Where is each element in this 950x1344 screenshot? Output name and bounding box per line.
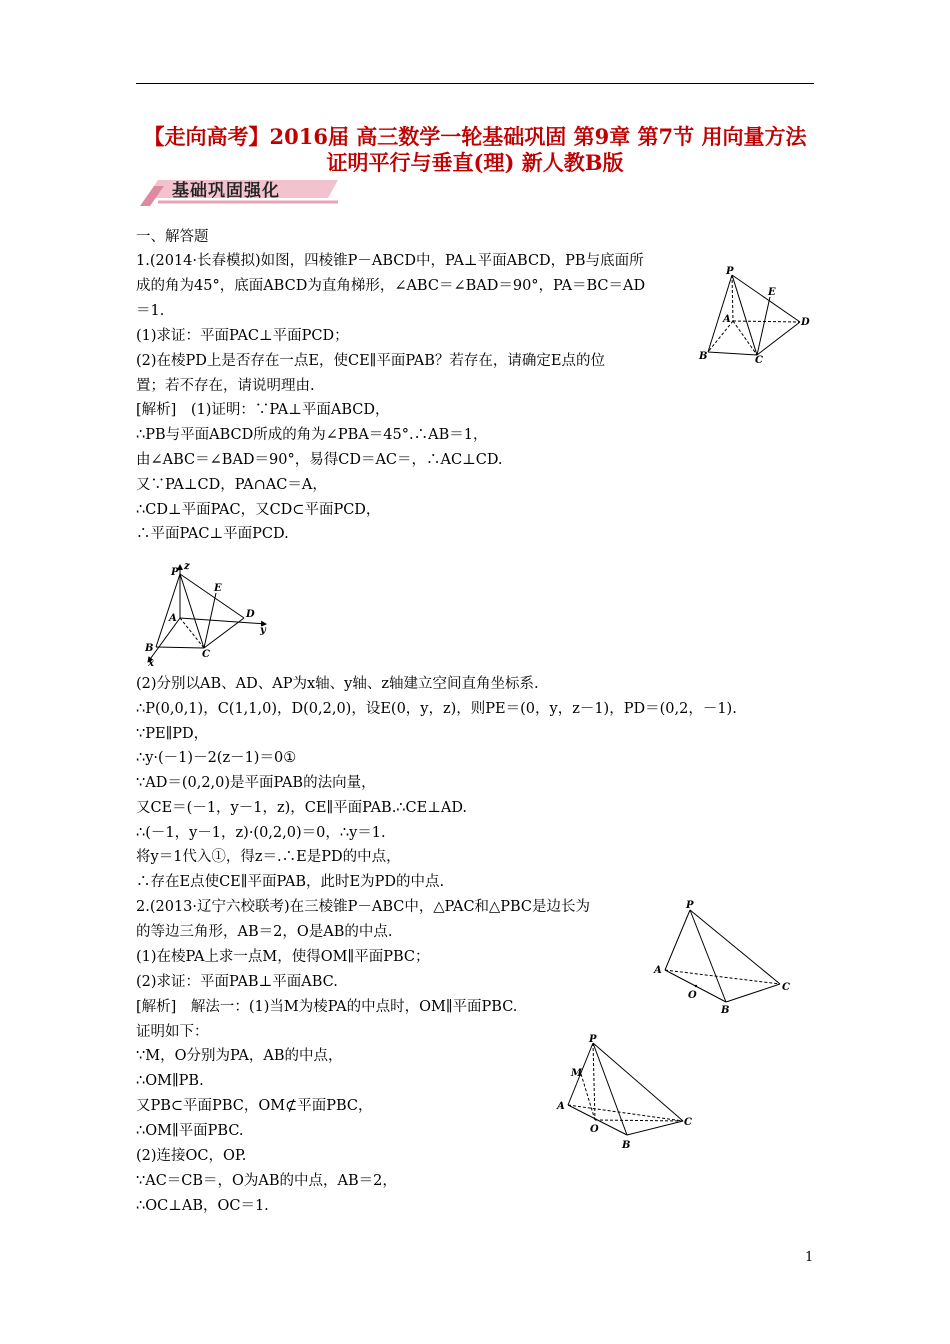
fig1-label-b: B	[699, 351, 708, 362]
text-line: (2)求证：平面PAB⊥平面ABC.	[136, 974, 338, 990]
text-line: (2)连接OC，OP.	[136, 1148, 247, 1164]
fig3-label-p: P	[686, 900, 694, 911]
page-number: 1	[805, 1250, 814, 1265]
text-line: 将y＝1代入①，得z＝.∴E是PD的中点，	[136, 849, 401, 865]
fig3-label-a: A	[654, 965, 662, 976]
text-line: 成的角为45°，底面ABCD为直角梯形，∠ABC＝∠BAD＝90°，PA＝BC＝AD	[136, 278, 646, 294]
text-line: 又PB⊂平面PBC，OM⊄平面PBC，	[136, 1098, 373, 1114]
document-title-line1: 【走向高考】2016届 高三数学一轮基础巩固 第9章 第7节 用向量方法	[143, 124, 807, 149]
fig4-label-c: C	[684, 1117, 692, 1128]
text-line: (2)在棱PD上是否存在一点E，使CE∥平面PAB？若存在，请确定E点的位	[136, 353, 606, 369]
text-line: 1.(2014·长春模拟)如图，四棱锥P－ABCD中，PA⊥平面ABCD，PB与底面所	[136, 253, 644, 269]
text-line: 证明如下：	[136, 1024, 209, 1040]
section-heading: 一、解答题	[136, 229, 209, 245]
text-line: ∴OC⊥AB，OC＝1.	[136, 1198, 269, 1214]
fig1-label-c: C	[755, 355, 763, 365]
fig2-label-a: A	[169, 613, 177, 624]
fig1-label-d: D	[801, 317, 810, 328]
text-line: (2)分别以AB、AD、AP为x轴、y轴、z轴建立空间直角坐标系.	[136, 676, 539, 692]
text-line: [解析] (1)证明：∵PA⊥平面ABCD，	[136, 402, 390, 418]
fig4-label-p: P	[589, 1034, 597, 1045]
text-line: 又CE＝(－1，y－1，z)，CE∥平面PAB.∴CE⊥AD.	[136, 800, 468, 816]
text-line: ∴CD⊥平面PAC，又CD⊂平面PCD，	[136, 502, 381, 518]
text-line: ∴PB与平面ABCD所成的角为∠PBA＝45°.∴AB＝1，	[136, 427, 488, 443]
text-line: (1)求证：平面PAC⊥平面PCD；	[136, 328, 349, 344]
fig1-label-a: A	[723, 314, 731, 325]
fig4-label-a: A	[557, 1101, 565, 1112]
text-line: ∴(－1，y－1，z)·(0,2,0)＝0，∴y＝1.	[136, 825, 386, 841]
fig2-label-z: z	[184, 561, 190, 572]
fig2-label-y: y	[260, 625, 266, 636]
text-line: ∴平面PAC⊥平面PCD.	[136, 526, 289, 542]
fig2-label-b: B	[145, 643, 154, 654]
fig2-label-x: x	[148, 658, 154, 669]
text-line: (1)在棱PA上求一点M，使得OM∥平面PBC；	[136, 949, 430, 965]
fig3-label-c: C	[782, 982, 790, 993]
fig4-label-m: M	[571, 1068, 583, 1079]
text-line: ＝1.	[136, 303, 165, 319]
pyramid-figure-1	[695, 265, 815, 365]
text-line: 置；若不存在，请说明理由.	[136, 378, 315, 394]
fig1-label-e: E	[768, 287, 776, 298]
fig2-label-d: D	[246, 609, 255, 620]
fig2-label-p: P	[171, 567, 179, 578]
fig2-label-e: E	[214, 583, 222, 594]
text-line: [解析] 解法一：(1)当M为棱PA的中点时，OM∥平面PBC.	[136, 999, 518, 1015]
text-line: 2.(2013·辽宁六校联考)在三棱锥P－ABC中，△PAC和△PBC是边长为	[136, 899, 590, 915]
header-rule	[136, 83, 814, 84]
fig2-label-c: C	[202, 649, 210, 660]
text-line: ∴存在E点使CE∥平面PAB，此时E为PD的中点.	[136, 874, 445, 890]
document-title-line2: 证明平行与垂直(理) 新人教B版	[326, 150, 624, 175]
text-line: ∴OM∥PB.	[136, 1073, 204, 1089]
text-line: ∵PE∥PD，	[136, 726, 209, 742]
text-line: ∴y·(－1)－2(z－1)＝0①	[136, 750, 297, 766]
text-line: 的等边三角形，AB＝2，O是AB的中点.	[136, 924, 393, 940]
fig4-label-b: B	[622, 1140, 631, 1151]
text-line: 又∵PA⊥CD，PA∩AC＝A，	[136, 477, 327, 493]
text-line: 由∠ABC＝∠BAD＝90°，易得CD＝AC＝，∴AC⊥CD.	[136, 452, 503, 468]
coordinate-pyramid-figure	[138, 560, 273, 670]
fig4-label-o: O	[590, 1124, 599, 1135]
fig3-label-o: O	[688, 990, 697, 1001]
triangular-pyramid-figure-2	[555, 1033, 695, 1151]
text-line: ∵M，O分别为PA，AB的中点，	[136, 1048, 343, 1064]
triangular-pyramid-figure-1	[650, 900, 795, 1015]
text-line: ∵AC＝CB＝，O为AB的中点，AB＝2，	[136, 1173, 397, 1189]
text-line: ∴OM∥平面PBC.	[136, 1123, 244, 1139]
text-line: ∵AD＝(0,2,0)是平面PAB的法向量，	[136, 775, 376, 791]
fig3-label-b: B	[721, 1005, 730, 1015]
section-banner-label: 基础巩固强化	[172, 181, 280, 201]
text-line: ∴P(0,0,1)，C(1,1,0)，D(0,2,0)，设E(0，y，z)，则PE＝(0，y，z－1)，PD＝(0,2，－1).	[136, 701, 737, 717]
fig1-label-p: P	[726, 266, 734, 277]
